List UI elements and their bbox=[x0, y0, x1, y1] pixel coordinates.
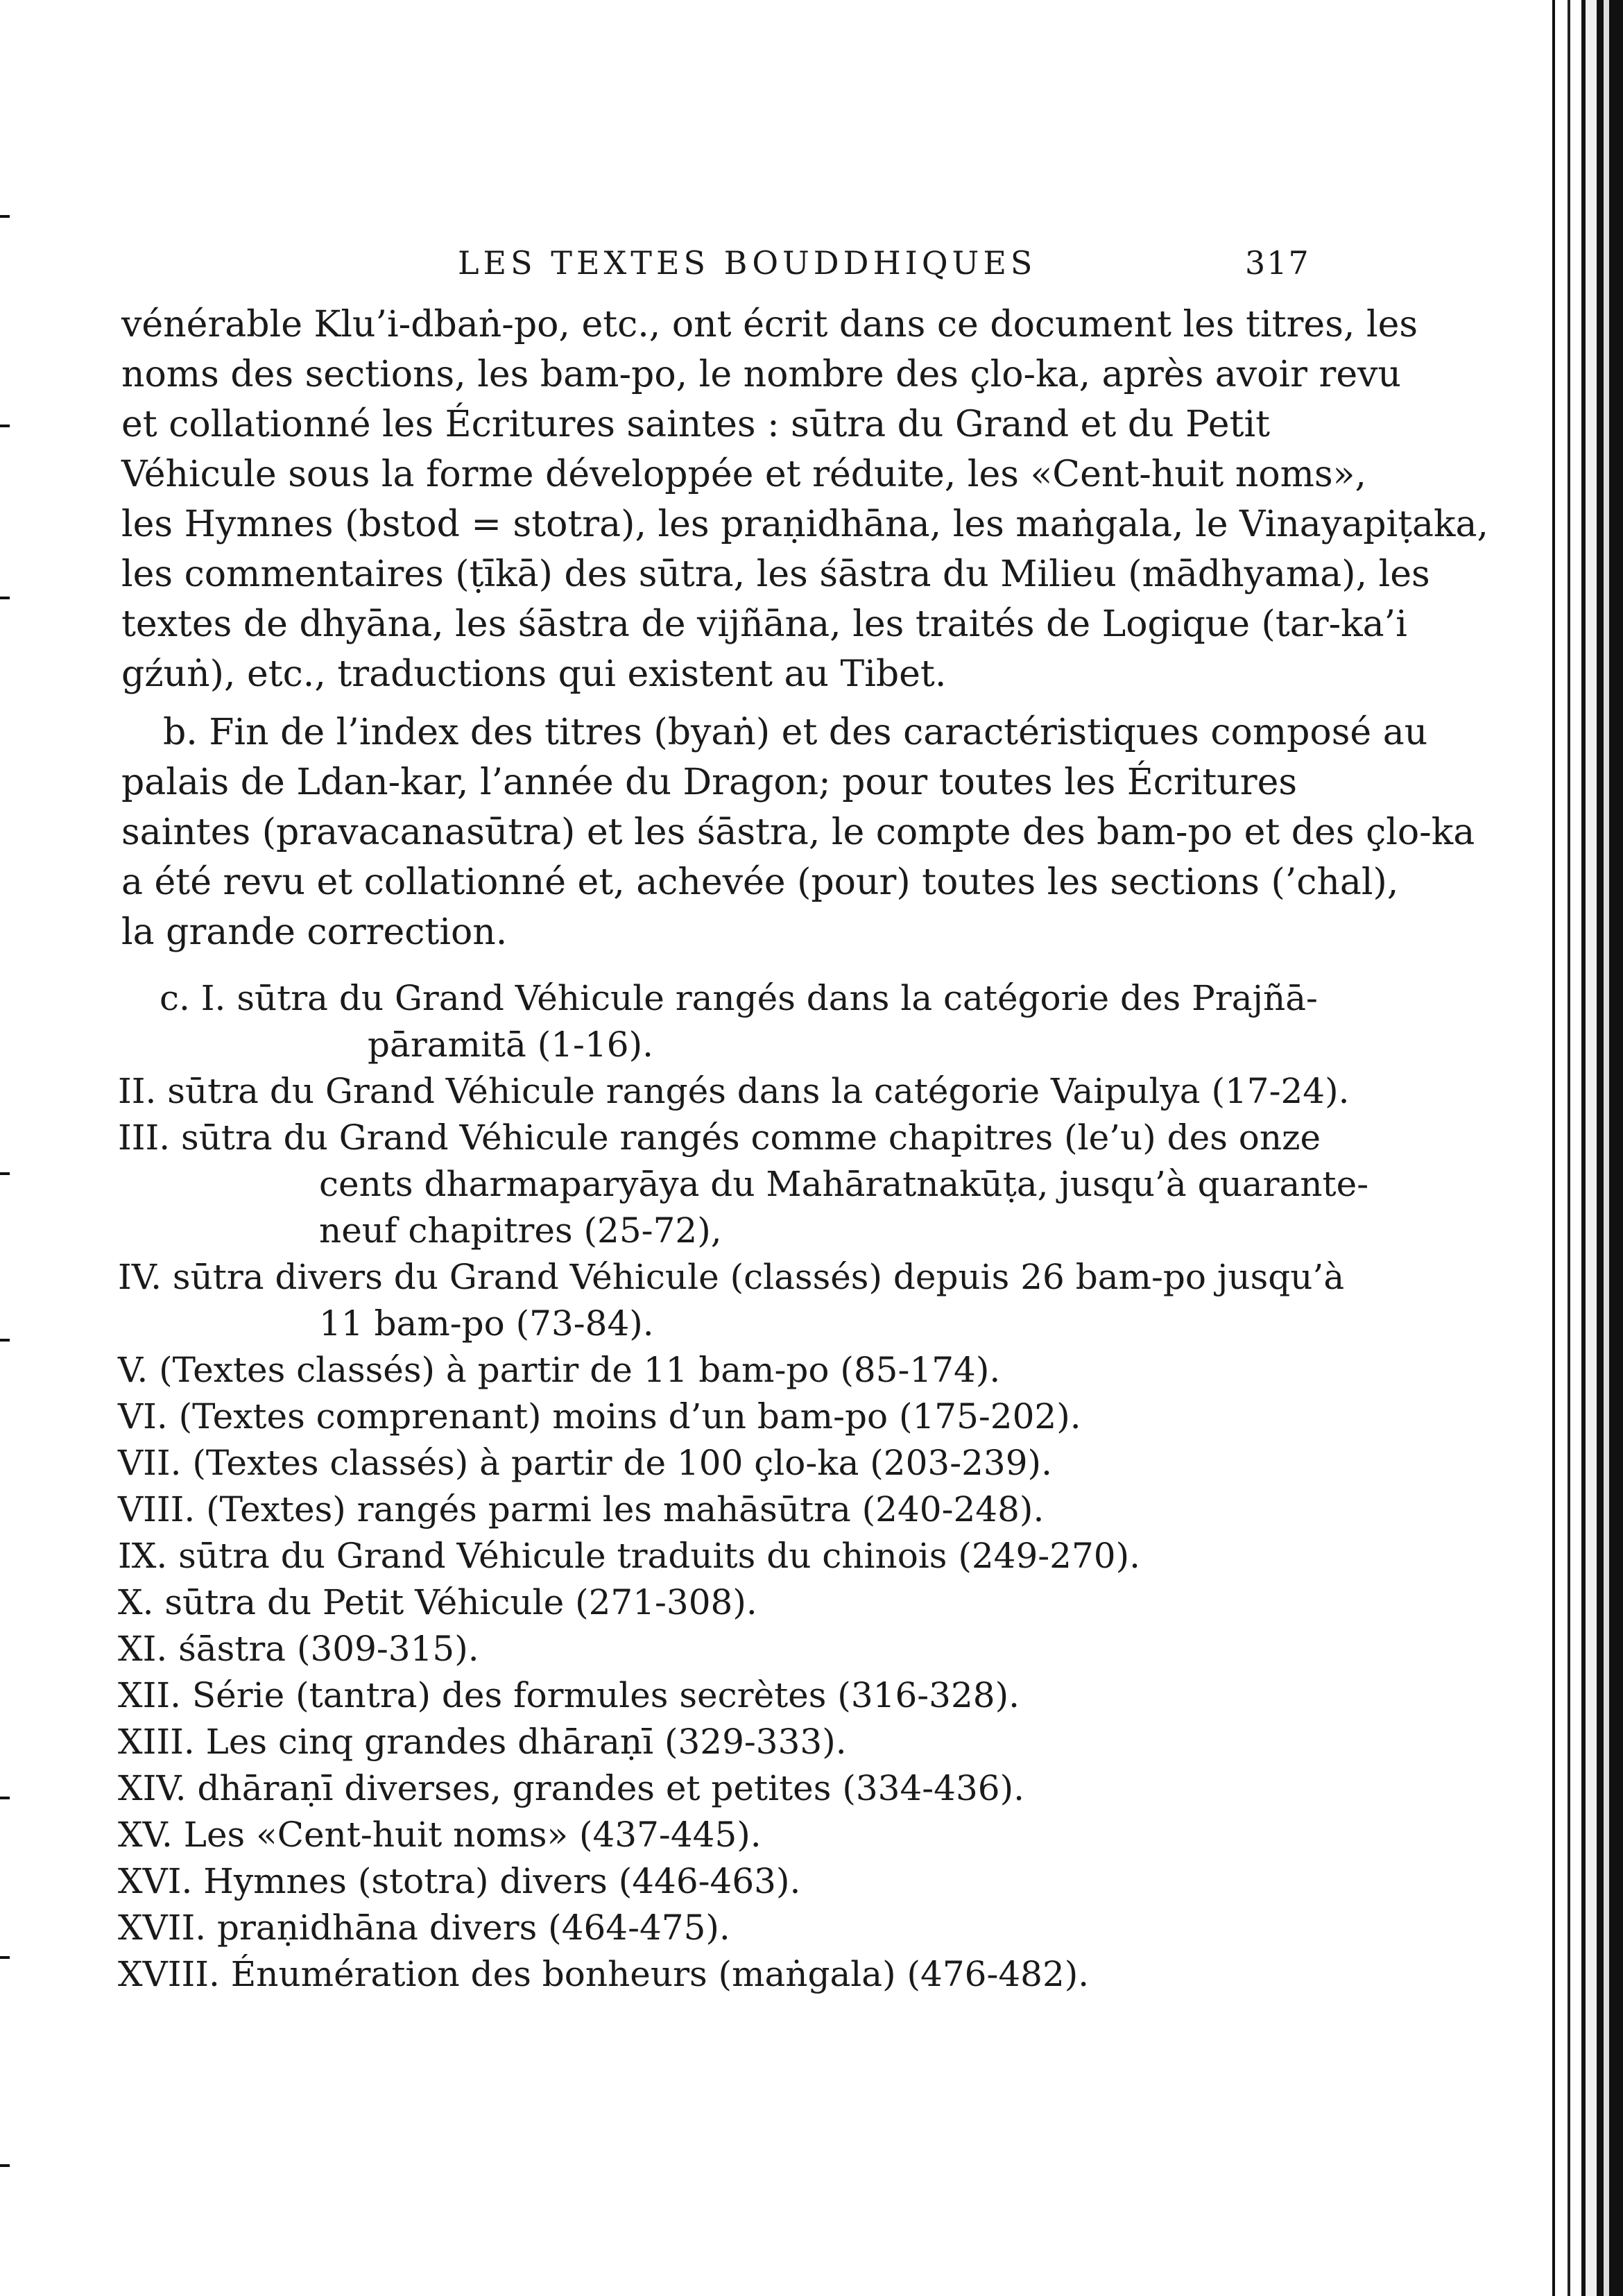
paragraph_a-line: les commentaires (ṭīkā) des sūtra, les śāstra du Milieu (mādhyama), les bbox=[121, 554, 1430, 595]
list-numeral: II. bbox=[118, 1071, 168, 1111]
paragraph_a-line: noms des sections, les bam-po, le nombre des çlo-ka, après avoir revu bbox=[121, 354, 1401, 395]
list-text: Hymnes (stotra) divers (446-463). bbox=[203, 1861, 801, 1901]
list-item bbox=[118, 1768, 1024, 1808]
paragraph_b-line: a été revu et collationné et, achevée (pour) toutes les sections (’chal), bbox=[121, 862, 1399, 903]
paragraph_a-line: Véhicule sous la forme développée et réduite, les «Cent-huit noms», bbox=[121, 454, 1366, 495]
list-item bbox=[118, 1675, 1020, 1715]
list-numeral: IX. bbox=[118, 1536, 179, 1576]
list-item-continuation: neuf chapitres (25-72), bbox=[319, 1210, 722, 1251]
list-text: sūtra divers du Grand Véhicule (classés) depuis 26 bam-po jusqu’à bbox=[172, 1257, 1345, 1297]
paragraph_a-line: gźuṅ), etc., traductions qui existent au Tibet. bbox=[121, 653, 947, 695]
list-text: (Textes comprenant) moins d’un bam-po (175-202). bbox=[178, 1396, 1081, 1437]
list-text: sūtra du Grand Véhicule rangés dans la catégorie des Prajñā- bbox=[237, 978, 1318, 1018]
list-item bbox=[118, 1815, 762, 1855]
list-text: (Textes classés) à partir de 100 çlo-ka (203-239). bbox=[192, 1443, 1052, 1483]
list-numeral: XVIII. bbox=[118, 1954, 231, 1994]
list-item-continuation: pāramitā (1-16). bbox=[368, 1025, 653, 1065]
list-numeral: IV. bbox=[118, 1257, 173, 1297]
list-item-continuation: cents dharmaparyāya du Mahāratnakūṭa, jusqu’à quarante- bbox=[319, 1164, 1369, 1204]
list-numeral: XIV. bbox=[118, 1768, 198, 1808]
margin-mark bbox=[0, 597, 10, 599]
running-title: LES TEXTES BOUDDHIQUES bbox=[458, 244, 1037, 282]
page-number: 317 bbox=[1245, 244, 1310, 282]
paragraph_b-line: saintes (pravacanasūtra) et les śāstra, le compte des bam-po et des çlo-ka bbox=[121, 812, 1475, 853]
margin-mark bbox=[0, 1797, 10, 1799]
list-text: sūtra du Grand Véhicule rangés comme chapitres (le’u) des onze bbox=[181, 1117, 1321, 1158]
page-edge-scan-strip bbox=[1540, 0, 1623, 2296]
list-item bbox=[118, 1536, 1140, 1576]
list-text: (Textes classés) à partir de 11 bam-po (85-174). bbox=[159, 1350, 1001, 1390]
list-text: Les cinq grandes dhāraṇī (329-333). bbox=[205, 1722, 847, 1762]
list-text: praṇidhāna divers (464-475). bbox=[217, 1908, 730, 1948]
list-item bbox=[118, 1582, 757, 1622]
list-numeral: XIII. bbox=[118, 1722, 206, 1762]
list-item bbox=[160, 978, 1318, 1018]
list-item bbox=[118, 1350, 1000, 1390]
paragraph_b-line: palais de Ldan-kar, l’année du Dragon; pour toutes les Écritures bbox=[121, 762, 1298, 803]
list-item bbox=[118, 1489, 1044, 1530]
paragraph_a-line: vénérable Klu’i-dbaṅ-po, etc., ont écrit dans ce document les titres, les bbox=[121, 304, 1418, 345]
margin-mark bbox=[0, 2164, 10, 2167]
paragraph_a-line: et collationné les Écritures saintes : sūtra du Grand et du Petit bbox=[121, 404, 1271, 445]
list-numeral: XII. bbox=[118, 1675, 192, 1715]
list-item bbox=[118, 1861, 800, 1901]
list-item bbox=[118, 1443, 1052, 1483]
paragraph-a bbox=[121, 300, 1489, 699]
paragraph-b bbox=[121, 708, 1475, 957]
paragraph_a-line: les Hymnes (bstod = stotra), les praṇidhāna, les maṅgala, le Vinayapiṭaka, bbox=[121, 504, 1489, 545]
list-item-continuation: 11 bam-po (73-84). bbox=[319, 1303, 654, 1344]
list-text: dhāraṇī diverses, grandes et petites (334-436). bbox=[197, 1768, 1024, 1808]
list-item bbox=[118, 1071, 1350, 1111]
list-numeral: XVI. bbox=[118, 1861, 204, 1901]
list-item bbox=[118, 1722, 847, 1762]
list-text: Énumération des bonheurs (maṅgala) (476-482). bbox=[230, 1954, 1090, 1994]
list-numeral: XI. bbox=[118, 1629, 179, 1669]
paragraph_b-line: b. Fin de l’index des titres (byaṅ) et des caractéristiques composé au bbox=[163, 712, 1428, 753]
list-text: sūtra du Grand Véhicule traduits du chinois (249-270). bbox=[178, 1536, 1141, 1576]
list-numeral: X. bbox=[118, 1582, 165, 1622]
list-numeral: XVII. bbox=[118, 1908, 217, 1948]
list-text: sūtra du Grand Véhicule rangés dans la catégorie Vaipulya (17-24). bbox=[167, 1071, 1350, 1111]
paragraph_b-line: la grande correction. bbox=[121, 911, 508, 953]
list-item bbox=[118, 1629, 479, 1669]
list-numeral: III. bbox=[118, 1117, 182, 1158]
list-numeral: XV. bbox=[118, 1815, 184, 1855]
list-item bbox=[118, 1257, 1344, 1297]
list-item bbox=[118, 1396, 1081, 1437]
margin-mark bbox=[0, 1339, 10, 1342]
margin-mark bbox=[0, 1956, 10, 1959]
list-item bbox=[118, 1908, 730, 1948]
list-text: Série (tantra) des formules secrètes (316-328). bbox=[191, 1675, 1020, 1715]
paragraph_a-line: textes de dhyāna, les śāstra de vijñāna, les traités de Logique (tar-ka’i bbox=[121, 603, 1407, 645]
list-text: (Textes) rangés parmi les mahāsūtra (240-248). bbox=[206, 1489, 1045, 1530]
margin-mark bbox=[0, 215, 10, 218]
list-text: śāstra (309-315). bbox=[178, 1629, 479, 1669]
list-numeral: VII. bbox=[118, 1443, 193, 1483]
list-numeral: c. I. bbox=[160, 978, 237, 1018]
list-numeral: V. bbox=[118, 1350, 160, 1390]
list-text: Les «Cent-huit noms» (437-445). bbox=[183, 1815, 762, 1855]
margin-mark bbox=[0, 1172, 10, 1175]
list-item bbox=[118, 1117, 1321, 1158]
list-numeral: VIII. bbox=[118, 1489, 207, 1530]
margin-mark bbox=[0, 425, 10, 427]
list-item bbox=[118, 1954, 1089, 1994]
list-numeral: VI. bbox=[118, 1396, 179, 1437]
list-text: sūtra du Petit Véhicule (271-308). bbox=[164, 1582, 757, 1622]
